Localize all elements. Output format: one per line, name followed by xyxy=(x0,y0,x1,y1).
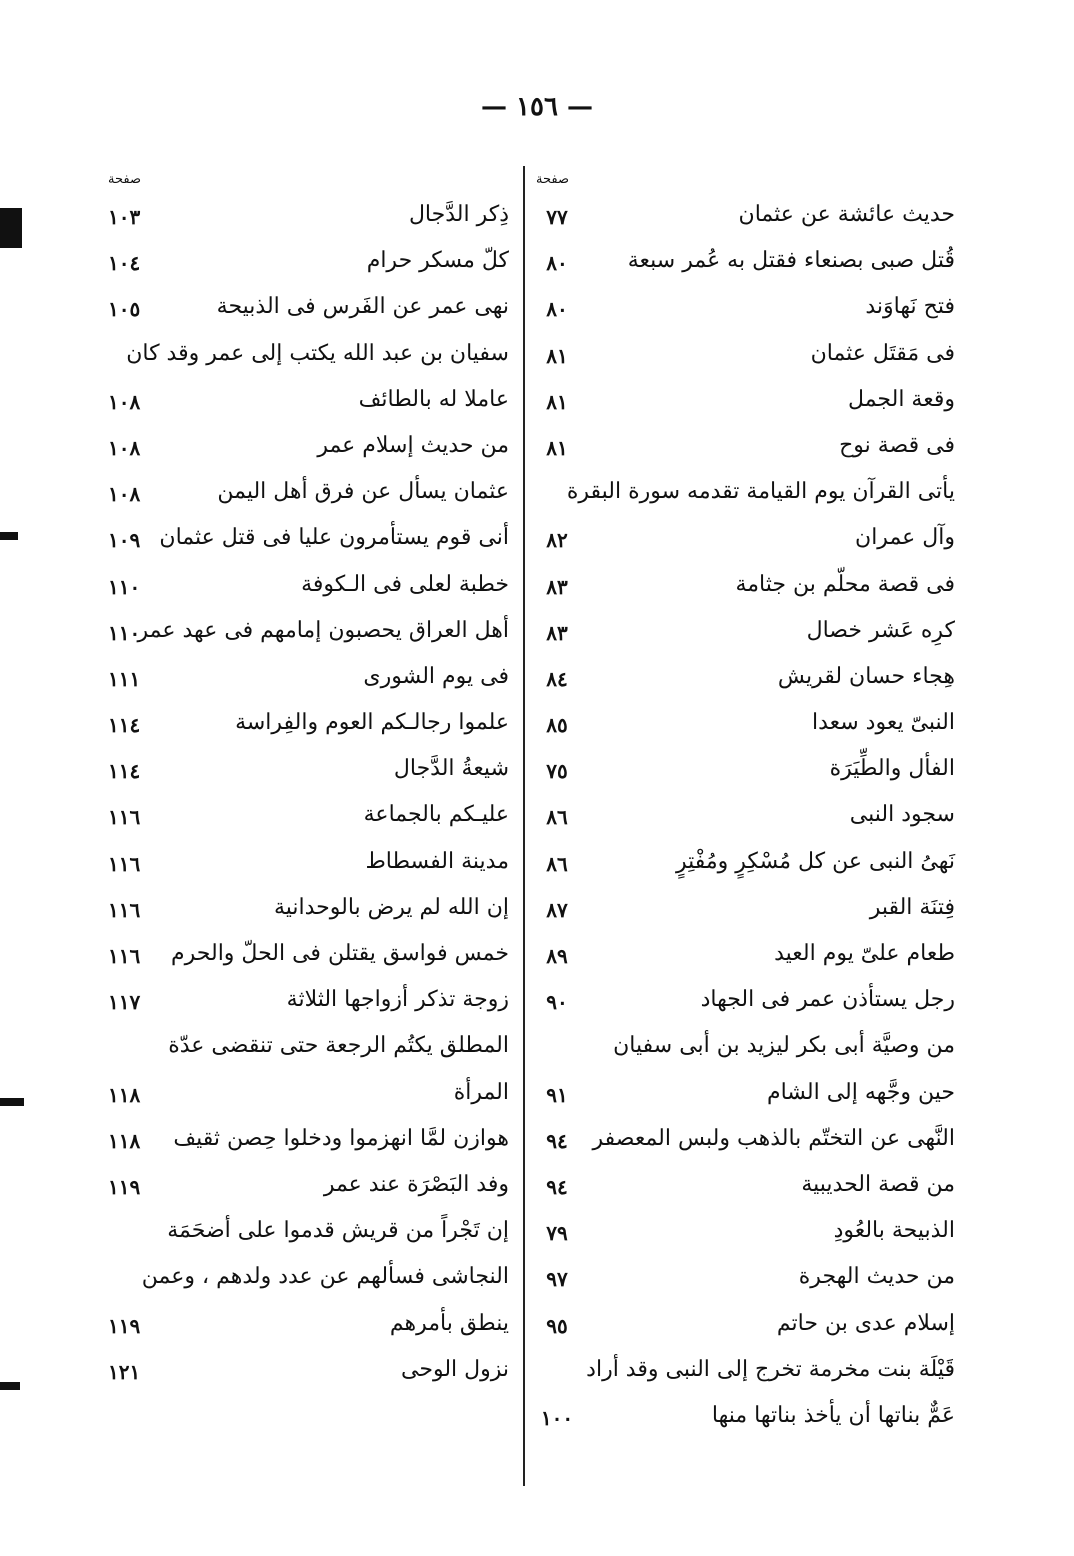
entry-title: إسلام عدى بن حاتم xyxy=(776,1310,955,1336)
entry-title: النجاشى فسألهم عن عدد ولدهم ، وعمن xyxy=(141,1264,509,1290)
entry-title: عاملا له بالطائف xyxy=(358,386,509,412)
index-entry xyxy=(525,1024,965,1070)
page-number: — ١٥٦ — xyxy=(480,92,594,122)
entry-page-number: ٨٠ xyxy=(546,251,568,276)
entry-title: فى يوم الشورى xyxy=(363,663,509,689)
entry-page-number: ١١٦ xyxy=(108,851,141,876)
index-entry xyxy=(100,932,523,978)
entry-title: أنى قوم يستأمرون عليا فى قتل عثمان xyxy=(159,525,509,551)
entry-page-number: ١١٧ xyxy=(108,990,141,1015)
index-entry xyxy=(100,239,523,285)
entry-title: فى مَقتَل عثمان xyxy=(810,340,955,366)
entry-page-number: ٨٢ xyxy=(546,528,568,553)
entry-page-number: ٨٤ xyxy=(546,666,568,691)
entry-title: الذبيحة بالعُودِ xyxy=(833,1218,955,1244)
entry-title: وآل عمران xyxy=(855,525,955,551)
entry-page-number: ١١٩ xyxy=(108,1313,141,1338)
entry-title: النَّهى عن التختّم بالذهب ولبس المعصفر xyxy=(592,1125,955,1151)
entry-title: من وصيَّة أبى بكر ليزيد بن أبى سفيان xyxy=(613,1033,955,1059)
entry-page-number: ١١٩ xyxy=(108,1174,141,1199)
index-entry xyxy=(525,793,965,839)
entry-page-number: ١١٤ xyxy=(108,713,141,738)
entry-page-number: ٨٧ xyxy=(546,897,568,922)
entry-page-number: ٨١ xyxy=(546,435,568,460)
entry-page-number: ١١٦ xyxy=(108,897,141,922)
right-column-index xyxy=(525,193,965,1440)
entry-page-number: ١٠٨ xyxy=(108,482,141,507)
index-entry xyxy=(525,285,965,331)
entry-page-number: ١١٨ xyxy=(108,1082,141,1107)
entry-title: أهل العراق يحصبون إمامهم فى عهد عمر xyxy=(137,617,509,643)
entry-page-number: ٩٥ xyxy=(546,1313,568,1338)
entry-title: سجود النبى xyxy=(849,802,955,828)
index-entry xyxy=(525,239,965,285)
index-entry xyxy=(525,378,965,424)
entry-title: يأتى القرآن يوم القيامة تقدمه سورة البقرة xyxy=(566,479,955,505)
index-entry xyxy=(100,1209,523,1255)
index-entry xyxy=(100,1071,523,1117)
index-entry xyxy=(100,1163,523,1209)
entry-title: فى قصة نوح xyxy=(839,432,955,458)
entry-title: خمس فواسق يقتلن فى الحلّ والحرم xyxy=(171,941,509,966)
index-entry xyxy=(525,1163,965,1209)
index-entry xyxy=(525,516,965,562)
entry-title: ذِكر الدَّجال xyxy=(408,202,509,227)
entry-page-number: ٨٥ xyxy=(546,713,568,738)
right-column-page-header: صفحة xyxy=(536,172,569,187)
index-entry xyxy=(100,1024,523,1070)
entry-title: من حديث إسلام عمر xyxy=(317,432,509,458)
entry-title: قَيْلَة بنت مخرمة تخرج إلى النبى وقد أراد xyxy=(586,1356,955,1382)
index-entry xyxy=(100,470,523,516)
entry-title: نَهىُ النبى عن كل مُسْكِرٍ ومُفْتِرٍ xyxy=(675,848,955,874)
index-entry xyxy=(525,932,965,978)
entry-page-number: ١١٦ xyxy=(108,805,141,830)
index-entry xyxy=(100,193,523,239)
entry-page-number: ١٠٣ xyxy=(108,205,141,229)
index-entry xyxy=(525,193,965,239)
entry-page-number: ٨٩ xyxy=(546,944,568,968)
page-edge-mark xyxy=(0,1382,20,1390)
entry-title: من حديث الهجرة xyxy=(798,1264,955,1290)
entry-title: الفأل والطِّيَرَة xyxy=(829,756,955,782)
index-entry xyxy=(100,1255,523,1301)
entry-title: عليـكم بالجماعة xyxy=(363,802,509,828)
entry-page-number: ١١٤ xyxy=(108,759,141,784)
entry-page-number: ١١٦ xyxy=(108,944,141,968)
entry-page-number: ٩٤ xyxy=(546,1174,568,1199)
entry-page-number: ١١٠ xyxy=(108,620,141,645)
index-entry xyxy=(525,1255,965,1301)
entry-page-number: ٨١ xyxy=(546,343,568,368)
entry-title: من قصة الحديبية xyxy=(801,1171,955,1197)
entry-page-number: ٧٥ xyxy=(546,759,568,784)
index-entry xyxy=(100,332,523,378)
index-entry xyxy=(525,1209,965,1255)
index-entry xyxy=(100,1348,523,1394)
entry-title: نهى عمر عن الفَرس فى الذبيحة xyxy=(216,294,509,320)
entry-page-number: ١٠٥ xyxy=(108,297,141,322)
entry-title: كرِه عَشر خصال xyxy=(806,617,955,643)
entry-page-number: ٩١ xyxy=(546,1082,568,1107)
entry-page-number: ٧٧ xyxy=(546,205,568,229)
entry-title: خطبة لعلى فى الـكوفة xyxy=(301,571,509,597)
index-entry xyxy=(525,978,965,1024)
index-entry xyxy=(100,701,523,747)
entry-title: رجل يستأذن عمر فى الجهاد xyxy=(700,987,955,1013)
index-entry xyxy=(100,655,523,701)
entry-title: شيعةُ الدَّجال xyxy=(393,756,509,782)
entry-title: المطلق يكتُم الرجعة حتى تنقضى عدّة xyxy=(168,1033,509,1059)
index-entry xyxy=(525,563,965,609)
entry-title: هِجاء حسان لقريش xyxy=(777,663,955,689)
entry-page-number: ١٠٠ xyxy=(540,1405,574,1430)
entry-title: كلّ مسكر حرام xyxy=(366,248,509,274)
index-entry xyxy=(525,701,965,747)
entry-page-number: ١١٠ xyxy=(108,574,141,599)
index-entry xyxy=(100,1117,523,1163)
index-entry xyxy=(100,840,523,886)
entry-page-number: ٨١ xyxy=(546,389,568,414)
entry-title: مدينة الفسطاط xyxy=(365,848,509,874)
index-entry xyxy=(100,793,523,839)
entry-title: حديث عائشة عن عثمان xyxy=(738,202,955,227)
entry-title: عثمان يسأل عن فرق أهل اليمن xyxy=(217,479,509,505)
entry-title: قُتل صبى بصنعاء فقتل به عُمر سبعة xyxy=(627,248,955,274)
entry-title: فى قصة محلّم بن جثامة xyxy=(735,571,955,597)
index-entry xyxy=(100,886,523,932)
entry-page-number: ٩٠ xyxy=(546,990,568,1015)
entry-page-number: ١٠٨ xyxy=(108,389,141,414)
left-column-index xyxy=(100,193,523,1394)
index-entry xyxy=(100,424,523,470)
page-edge-mark xyxy=(0,208,22,248)
index-entry xyxy=(100,516,523,562)
entry-page-number: ٨٣ xyxy=(546,574,568,599)
index-entry xyxy=(525,1071,965,1117)
entry-page-number: ١٢١ xyxy=(108,1359,141,1384)
index-entry xyxy=(100,285,523,331)
index-entry xyxy=(100,378,523,424)
index-entry xyxy=(100,563,523,609)
index-entry xyxy=(525,424,965,470)
entry-page-number: ١٠٩ xyxy=(108,528,141,553)
index-entry xyxy=(525,747,965,793)
index-entry xyxy=(525,886,965,932)
entry-page-number: ١١١ xyxy=(108,666,141,691)
entry-page-number: ١٠٤ xyxy=(108,251,141,276)
entry-title: المرأة xyxy=(453,1079,509,1105)
index-entry xyxy=(525,609,965,655)
entry-page-number: ١١٨ xyxy=(108,1128,141,1153)
entry-title: حين وجَّهه إلى الشام xyxy=(766,1079,955,1105)
entry-title: إن الله لم يرض بالوحدانية xyxy=(273,894,509,920)
entry-title: فِتنَة القبر xyxy=(869,894,955,920)
index-entry xyxy=(100,1302,523,1348)
entry-title: وفد البَصْرَة عند عمر xyxy=(323,1171,509,1197)
entry-title: إن تَجْراً من قريش قدموا على أضحَمَة xyxy=(167,1218,509,1244)
entry-title: زوجة تذكر أزواجها الثلاثة xyxy=(286,987,509,1013)
entry-page-number: ٨٠ xyxy=(546,297,568,322)
entry-title: نزول الوحى xyxy=(401,1356,509,1382)
entry-title: عَمٌّ بناتها أن يأخذ بناتها منها xyxy=(711,1402,955,1428)
index-entry xyxy=(100,609,523,655)
entry-title: فتح نَهاوَند xyxy=(865,294,955,320)
entry-page-number: ٨٣ xyxy=(546,620,568,645)
index-entry xyxy=(100,747,523,793)
entry-title: طعام علىّ يوم العيد xyxy=(774,941,955,966)
entry-page-number: ٨٦ xyxy=(546,851,568,876)
index-entry xyxy=(525,470,965,516)
entry-title: علموا رجالـكم العوم والفِراسة xyxy=(235,710,509,736)
index-entry xyxy=(525,1394,965,1440)
entry-page-number: ٩٧ xyxy=(546,1267,568,1292)
entry-page-number: ٨٦ xyxy=(546,805,568,830)
index-entry xyxy=(525,332,965,378)
entry-title: وقعة الجمل xyxy=(848,386,955,412)
index-entry xyxy=(100,978,523,1024)
index-entry xyxy=(525,1348,965,1394)
entry-title: ينطق بأمرهم xyxy=(389,1310,509,1336)
left-column-page-header: صفحة xyxy=(108,172,141,187)
entry-page-number: ٩٤ xyxy=(546,1128,568,1153)
index-entry xyxy=(525,655,965,701)
entry-page-number: ٧٩ xyxy=(546,1221,568,1246)
page-edge-mark xyxy=(0,1098,24,1106)
entry-page-number: ١٠٨ xyxy=(108,435,141,460)
index-entry xyxy=(525,840,965,886)
entry-title: هوازن لمَّا انهزموا ودخلوا حِصن ثقيف xyxy=(173,1125,509,1151)
index-entry xyxy=(525,1117,965,1163)
index-entry xyxy=(525,1302,965,1348)
entry-title: سفيان بن عبد الله يكتب إلى عمر وقد كان xyxy=(126,340,509,366)
page-edge-mark xyxy=(0,532,18,540)
entry-title: النبىّ يعود سعدا xyxy=(811,710,955,736)
